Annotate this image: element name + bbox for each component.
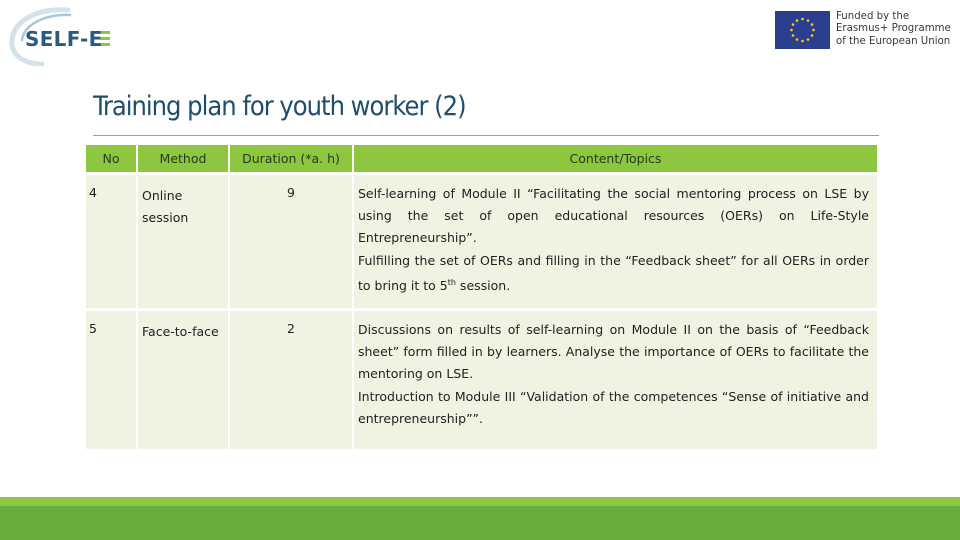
training-plan-table xyxy=(86,145,877,449)
header-method: Method xyxy=(137,145,229,174)
cell-content xyxy=(353,310,877,450)
content-paragraph: Introduction to Module III “Validation of the competences “Sense of initiative and entrepreneurship””. xyxy=(358,388,869,426)
cell-no: 4 xyxy=(86,174,137,310)
cell-method: Online session xyxy=(137,174,229,310)
header-content: Content/Topics xyxy=(353,145,877,174)
content-superscript: th xyxy=(447,277,456,287)
self-e-logo xyxy=(8,6,120,66)
footer-accent-bar xyxy=(0,497,960,506)
footer-bar xyxy=(0,506,960,540)
cell-content xyxy=(353,174,877,310)
table-row xyxy=(86,310,877,450)
table-row xyxy=(86,174,877,310)
content-paragraph xyxy=(358,250,869,298)
header-no: No xyxy=(86,145,137,174)
eu-line-1: Funded by the xyxy=(836,11,910,22)
cell-method: Face-to-face xyxy=(137,310,229,450)
header-duration: Duration (*a. h) xyxy=(229,145,353,174)
content-text: Fulfilling the set of OERs and filling in the “Feedback sheet” for all OERs in order to bring it to 5 xyxy=(358,252,869,293)
content-text: session. xyxy=(455,277,511,293)
cell-no: 5 xyxy=(86,310,137,450)
content-paragraph: Discussions on results of self-learning on Module II on the basis of “Feedback sheet” form filled in by learners. Analyse the importance of OERs to facilitate the mentoring on LSE. xyxy=(358,322,869,382)
cell-duration: 2 xyxy=(229,310,353,450)
table-header-row xyxy=(86,145,877,174)
content-paragraph: Self-learning of Module II “Facilitating the social mentoring process on LSE by using the set of open educational resources (OERs) on Life-Style Entrepreneurship”. xyxy=(358,186,869,246)
eu-line-2: Erasmus+ Programme xyxy=(836,23,951,35)
eu-flag-icon xyxy=(775,11,830,49)
page-title: Training plan for youth worker (2) xyxy=(93,91,466,122)
cell-duration: 9 xyxy=(229,174,353,310)
eu-funding-text xyxy=(836,11,951,48)
eu-line-3: of the European Union xyxy=(836,35,951,47)
logo-text: SELF-E xyxy=(25,27,103,51)
title-divider xyxy=(93,135,879,136)
